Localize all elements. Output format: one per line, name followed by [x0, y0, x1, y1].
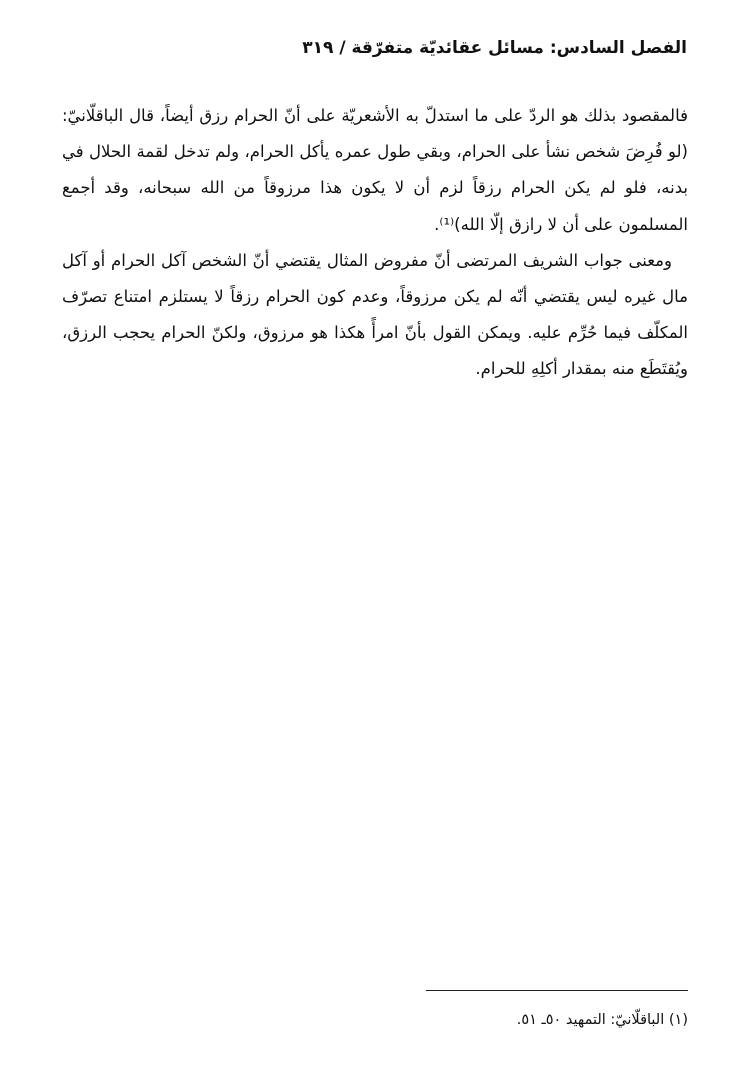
paragraph-1: فالمقصود بذلك هو الردّ على ما استدلّ به الأشعريّة على أنّ الحرام رزق أيضاً، قال الباقلّانيّ: (لو فُرِضَ شخص نشأ على الحرام، وبقي طول عمره يأكل الحرام، ولم تدخل لقمة الحلال في بدنه، فلو لم يكن الحرام رزقاً لزم أن لا يكون هذا مرزوقاً من الله سبحانه، وقد أجمع المسلمون على أن لا رازق إلّا الله)⁽¹⁾.	[62, 106, 688, 234]
footnote-separator	[426, 990, 688, 991]
footnote-1: (١) الباقلّانيّ: التمهيد ٥٠ـ ٥١.	[516, 1012, 688, 1028]
paragraph-2: ومعنى جواب الشريف المرتضى أنّ مفروض المثال يقتضي أنّ الشخص آكل الحرام أو آكل مال غيره ليس يقتضي أنّه لم يكن مرزوقاً، وعدم كون الحرام رزقاً لا يستلزم امتناع تصرّف المكلّف فيما حُرِّم عليه. ويمكن القول بأنّ امرأً هكذا هو مرزوق، ولكنّ الحرام يحجب الرزق، ويُقتَطَع منه بمقدار أكلِهِ للحرام.	[62, 250, 688, 379]
main-text	[62, 98, 688, 388]
running-header: الفصل السادس: مسائل عقائديّة متفرّقة / ٣١٩	[302, 38, 687, 58]
